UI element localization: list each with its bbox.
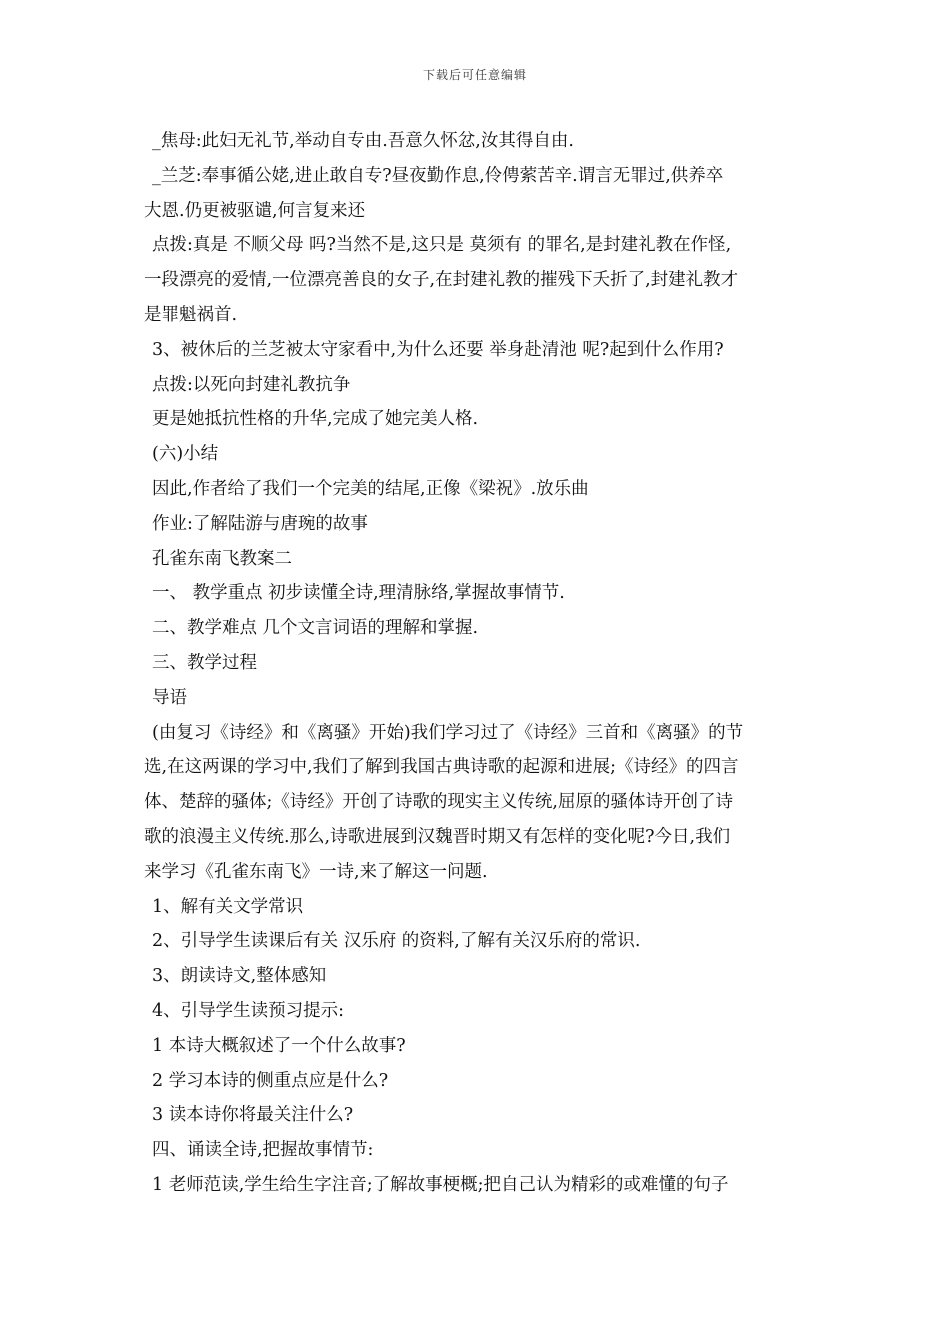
list-item: 3、朗读诗文,整体感知: [152, 966, 327, 987]
text-line: 点拨:以死向封建礼教抗争: [152, 374, 351, 395]
list-item: 4、引导学生读预习提示:: [152, 1000, 345, 1021]
document-body: [144, 124, 814, 1203]
text-line: 因此,作者给了我们一个完美的结尾,正像《梁祝》.放乐曲: [152, 478, 589, 499]
text-line: 选,在这两课的学习中,我们了解到我国古典诗歌的起源和进展;《诗经》的四言: [144, 757, 739, 778]
text-line: (由复习《诗经》和《离骚》开始)我们学习过了《诗经》三首和《离骚》的节: [152, 722, 744, 743]
text-line: 歌的浪漫主义传统.那么,诗歌进展到汉魏晋时期又有怎样的变化呢?今日,我们: [144, 826, 731, 847]
section-heading: 三、教学过程: [152, 652, 257, 673]
list-item: 1、解有关文学常识: [152, 896, 304, 917]
text-line: 3、被休后的兰芝被太守家看中,为什么还要 举身赴清池 呢?起到什么作用?: [152, 339, 724, 360]
text-line: _兰芝:奉事循公姥,进止敢自专?昼夜勤作息,伶俜萦苦辛.谓言无罪过,供养卒: [152, 165, 724, 186]
section-heading: 导语: [152, 687, 187, 708]
list-item: 3 读本诗你将最关注什么?: [152, 1105, 354, 1126]
list-item: 1 本诗大概叙述了一个什么故事?: [152, 1035, 406, 1056]
text-line: 更是她抵抗性格的升华,完成了她完美人格.: [152, 409, 479, 430]
list-item: 2、引导学生读课后有关 汉乐府 的资料,了解有关汉乐府的常识.: [152, 931, 641, 952]
section-heading: 一、 教学重点 初步读懂全诗,理清脉络,掌握故事情节.: [152, 583, 565, 604]
list-item: 2 学习本诗的侧重点应是什么?: [152, 1070, 389, 1091]
text-line: 点拨:真是 不顺父母 吗?当然不是,这只是 莫须有 的罪名,是封建礼教在作怪,: [152, 235, 732, 256]
section-heading: (六)小结: [152, 444, 219, 465]
section-heading: 二、教学难点 几个文言词语的理解和掌握.: [152, 618, 479, 639]
text-line: 体、楚辞的骚体;《诗经》开创了诗歌的现实主义传统,屈原的骚体诗开创了诗: [144, 792, 733, 813]
text-line: 来学习《孔雀东南飞》一诗,来了解这一问题.: [144, 861, 488, 882]
list-item: 1 老师范读,学生给生字注音;了解故事梗概;把自己认为精彩的或难懂的句子: [152, 1174, 729, 1195]
text-line: 大恩.仍更被驱谴,何言复来还: [144, 200, 366, 221]
text-line: 是罪魁祸首.: [144, 304, 238, 325]
text-line: _焦母:此妇无礼节,举动自专由.吾意久怀忿,汝其得自由.: [152, 131, 574, 151]
section-heading: 四、诵读全诗,把握故事情节:: [152, 1140, 374, 1161]
text-line: 一段漂亮的爱情,一位漂亮善良的女子,在封建礼教的摧残下夭折了,封建礼教才: [144, 270, 739, 291]
header-note: 下载后可任意编辑: [422, 68, 527, 82]
text-line: 作业:了解陆游与唐琬的故事: [152, 513, 368, 534]
section-heading: 孔雀东南飞教案二: [152, 548, 292, 569]
